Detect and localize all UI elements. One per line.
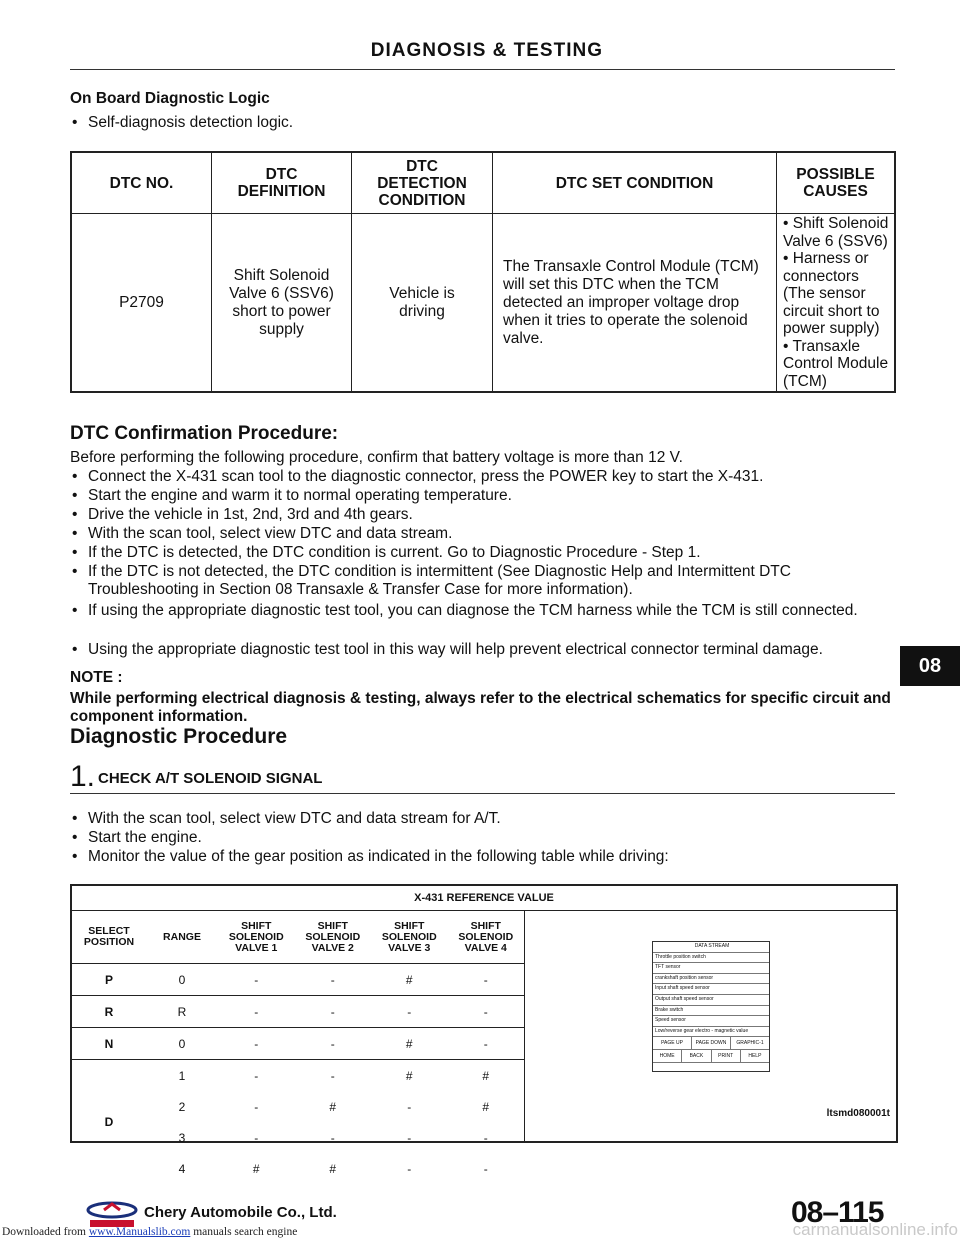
confirm-bullet-5: • If the DTC is detected, the DTC condition is current. Go to Diagnostic Procedure - Step 1. <box>72 544 701 561</box>
confirm-bullet-3: • Drive the vehicle in 1st, 2nd, 3rd and 4th gears. <box>72 506 413 523</box>
bullet-icon: • <box>72 525 78 542</box>
ref-col-v3: SHIFT SOLENOID VALVE 3 <box>371 911 448 964</box>
dtc-causes <box>777 214 896 393</box>
ref-col-position: SELECT POSITION <box>72 911 146 964</box>
table-row <box>71 214 895 393</box>
ref-col-v2: SHIFT SOLENOID VALVE 2 <box>295 911 372 964</box>
download-notice: Downloaded from www.Manualslib.com manuals search engine <box>2 1226 298 1238</box>
scan-page-down-button: PAGE DOWN <box>692 1037 731 1049</box>
confirmation-heading: DTC Confirmation Procedure: <box>70 423 339 444</box>
scan-item: Low/reverse gear electro - magnetic value <box>653 1027 769 1038</box>
scan-buttons-row-2 <box>653 1050 769 1063</box>
watermark: carmanualsonline.info <box>792 1220 958 1239</box>
confirm-bullet-6: • If the DTC is not detected, the DTC condition is intermittent (See Diagnostic Help and Intermittent DTC Troubleshooting in Section 08 Transaxle & Transfer Case for more information). <box>72 563 791 598</box>
reference-divider <box>524 911 525 1141</box>
section-tab: 08 <box>900 646 960 686</box>
scan-item: Output shaft speed sensor <box>653 995 769 1006</box>
scan-print-button: PRINT <box>712 1050 741 1062</box>
step-bullet-2: • Start the engine. <box>72 829 202 846</box>
cause-item: • Transaxle Control Module (TCM) <box>783 337 889 390</box>
scan-help-button: HELP <box>748 1053 762 1060</box>
cause-item: • Shift Solenoid Valve 6 (SSV6) <box>783 215 889 250</box>
confirm-bullet-8: • Using the appropriate diagnostic test tool in this way will help prevent electrical connector terminal damage. <box>72 641 823 658</box>
table-row: P 0 - - # - <box>72 964 524 996</box>
dtc-detection: Vehicle is driving <box>352 214 493 393</box>
scan-item: crankshaft position sensor <box>653 974 769 985</box>
bullet-icon: • <box>72 848 78 865</box>
scan-item: Throttle position switch <box>653 953 769 964</box>
step-number: 1. <box>70 760 96 793</box>
dtc-col-set-condition: DTC SET CONDITION <box>493 152 777 214</box>
table-row: 2 - # - # <box>178 1099 490 1114</box>
reference-header-row <box>72 911 524 964</box>
ref-col-range: RANGE <box>146 911 218 964</box>
dtc-table <box>70 151 896 393</box>
scan-page-up-button: PAGE UP <box>653 1037 692 1049</box>
manualslib-link[interactable]: www.Manualslib.com <box>88 1226 191 1238</box>
step-rule <box>70 793 895 794</box>
dtc-definition: Shift Solenoid Valve 6 (SSV6) short to power supply <box>212 214 352 393</box>
confirm-bullet-2: • Start the engine and warm it to normal operating temperature. <box>72 487 512 504</box>
ref-col-v4: SHIFT SOLENOID VALVE 4 <box>448 911 525 964</box>
table-row: 4 # # - - <box>178 1161 488 1176</box>
note-label: NOTE : <box>70 669 123 686</box>
confirmation-intro: Before performing the following procedure, confirm that battery voltage is more than 12 V. <box>70 449 683 466</box>
obd-bullet <box>72 114 890 132</box>
dtc-set-condition: The Transaxle Control Module (TCM) will set this DTC when the TCM detected an improper voltage drop when it tries to operate the solenoid valve. <box>493 214 777 393</box>
bullet-icon: • <box>72 810 78 827</box>
dtc-number: P2709 <box>71 214 212 393</box>
dtc-col-definition: DTC DEFINITION <box>212 152 352 214</box>
bullet-icon: • <box>72 641 78 658</box>
table-row: N 0 - - # - <box>72 1028 524 1060</box>
bullet-icon: • <box>72 602 78 619</box>
scan-back-button: BACK <box>682 1050 711 1062</box>
dtc-table-header-row <box>71 152 895 214</box>
bullet-icon: • <box>72 544 78 561</box>
scan-screen-title: DATA STREAM <box>653 942 769 953</box>
obd-heading: On Board Diagnostic Logic <box>70 90 270 107</box>
page-header-title: DIAGNOSIS & TESTING <box>370 40 603 61</box>
diagnostic-procedure-heading: Diagnostic Procedure <box>70 725 288 748</box>
confirm-bullet-4: • With the scan tool, select view DTC and data stream. <box>72 525 453 542</box>
bullet-text: Self-diagnosis detection logic. <box>88 114 294 131</box>
table-row: 3 - - - - <box>178 1130 488 1145</box>
cause-item: • Harness or connectors (The sensor circuit short to power supply) <box>783 250 880 337</box>
image-code: ltsmd080001t <box>826 1108 890 1119</box>
bullet-icon: • <box>72 506 78 523</box>
dtc-col-causes: POSSIBLE CAUSES <box>777 152 896 214</box>
scan-home-button: HOME <box>653 1050 682 1062</box>
scan-status-tray <box>653 1063 769 1071</box>
scan-item: Brake switch <box>653 1006 769 1017</box>
step-title: CHECK A/T SOLENOID SIGNAL <box>98 770 323 787</box>
dtc-col-no: DTC NO. <box>71 152 212 214</box>
header-rule <box>70 69 895 70</box>
dtc-col-detection: DTC DETECTION CONDITION <box>352 152 493 214</box>
table-row: D 1 - - # # <box>104 1068 490 1129</box>
bullet-icon: • <box>72 468 78 485</box>
confirm-bullet-7: • If using the appropriate diagnostic test tool, you can diagnose the TCM harness while the TCM is still connected. <box>72 602 858 619</box>
step-bullet-3: • Monitor the value of the gear position as indicated in the following table while driving: <box>72 848 669 865</box>
reference-title: X-431 REFERENCE VALUE <box>72 886 896 911</box>
scan-item: TFT sensor <box>653 963 769 974</box>
scan-graphic-button: GRAPHIC-1 <box>736 1040 764 1047</box>
page-number: 08–115 <box>791 1196 884 1229</box>
bullet-icon: • <box>783 215 789 232</box>
reference-table <box>72 911 524 1184</box>
chery-logo-icon <box>86 1201 138 1229</box>
company-name: Chery Automobile Co., Ltd. <box>144 1204 337 1221</box>
scan-item: Input shaft speed sensor <box>653 984 769 995</box>
note-text: While performing electrical diagnosis & testing, always refer to the electrical schematics for specific circuit and component information. <box>70 690 891 725</box>
scan-item: Speed sensor <box>653 1016 769 1027</box>
bullet-icon: • <box>72 487 78 504</box>
ref-col-v1: SHIFT SOLENOID VALVE 1 <box>218 911 295 964</box>
confirm-bullet-1: • Connect the X-431 scan tool to the diagnostic connector, press the POWER key to start the X-431. <box>72 468 764 485</box>
scan-buttons-row-1 <box>653 1037 769 1050</box>
scan-tool-screen <box>652 941 770 1072</box>
bullet-icon: • <box>783 250 789 267</box>
bullet-icon: • <box>72 563 78 580</box>
bullet-icon: • <box>72 114 78 131</box>
reference-value-box <box>70 884 898 1176</box>
table-row: R R - - - - <box>72 996 524 1028</box>
bullet-icon: • <box>783 337 789 355</box>
bullet-icon: • <box>72 829 78 846</box>
step-bullet-1: • With the scan tool, select view DTC and data stream for A/T. <box>72 810 501 827</box>
